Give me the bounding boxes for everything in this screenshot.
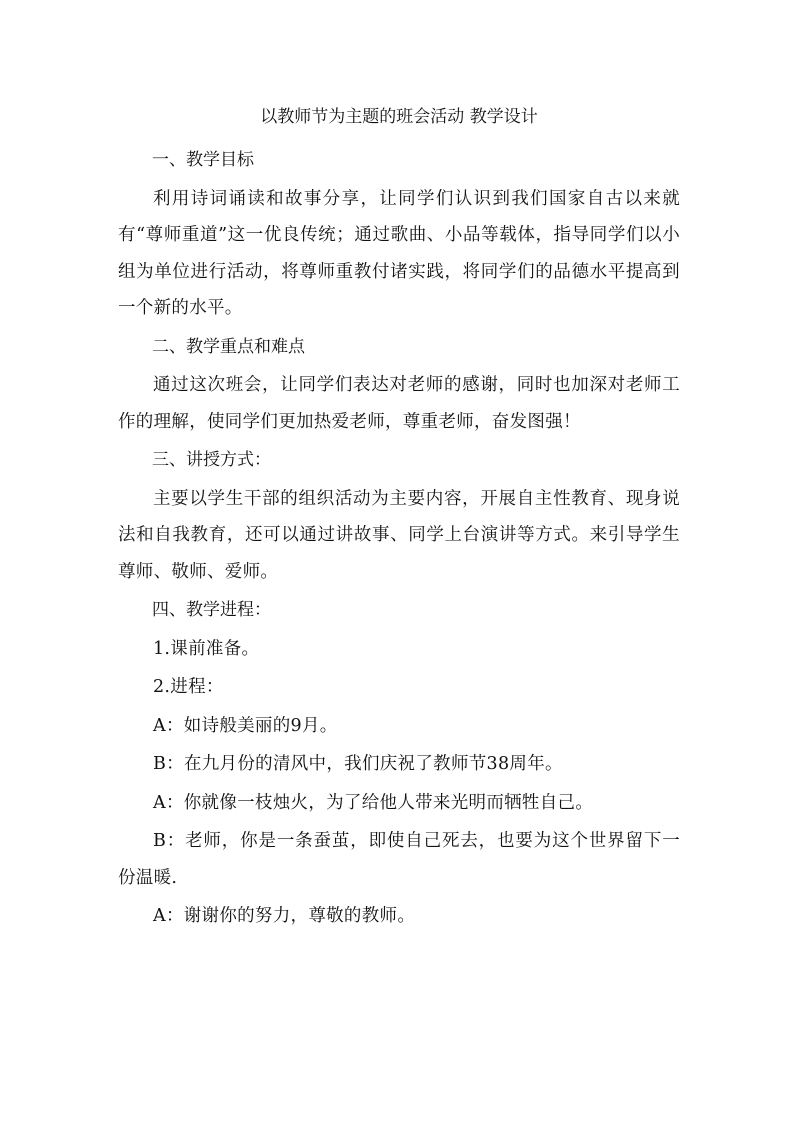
process-step-1: 1.课前准备。 — [153, 638, 260, 659]
dialogue-line: A：如诗般美丽的9月。 — [153, 715, 338, 736]
dialogue-line: A：谢谢你的努力，尊敬的教师。 — [153, 906, 416, 926]
section-heading-process: 四、教学进程： — [152, 600, 271, 620]
document-page — [118, 100, 680, 937]
objectives-paragraph: 利用诗词诵读和故事分享，让同学们认识到我们国家自古以来就有“尊师重道”这一优良传统；通过歌曲、小品等载体，指导同学们以小组为单位进行活动，将尊师重教付诸实践，将同学们的品德水平提高到一个新的水平。 — [118, 188, 680, 318]
process-step-2: 2.进程： — [153, 677, 224, 697]
dialogue-line: A：你就像一枝烛火，为了给他人带来光明而牺牲自己。 — [153, 792, 594, 813]
dialogue-line: B：在九月份的清风中，我们庆祝了教师节38周年。 — [153, 754, 563, 774]
section-heading-teaching-method: 三、讲授方式： — [152, 450, 271, 470]
document-title: 以教师节为主题的班会活动 教学设计 — [260, 107, 538, 127]
key-points-paragraph: 通过这次班会，让同学们表达对老师的感谢，同时也加深对老师工作的理解，使同学们更加热爱老师，尊重老师，奋发图强！ — [118, 375, 680, 432]
teaching-method-paragraph: 主要以学生干部的组织活动为主要内容，开展自主性教育、现身说法和自我教育，还可以通过讲故事、同学上台演讲等方式。来引导学生尊师、敬师、爱师。 — [118, 488, 680, 582]
dialogue-line: B：老师，你是一条蚕茧，即使自己死去，也要为这个世界留下一份温暖. — [118, 831, 680, 888]
section-heading-objectives: 一、教学目标 — [152, 150, 254, 170]
section-heading-key-points: 二、教学重点和难点 — [152, 336, 305, 357]
